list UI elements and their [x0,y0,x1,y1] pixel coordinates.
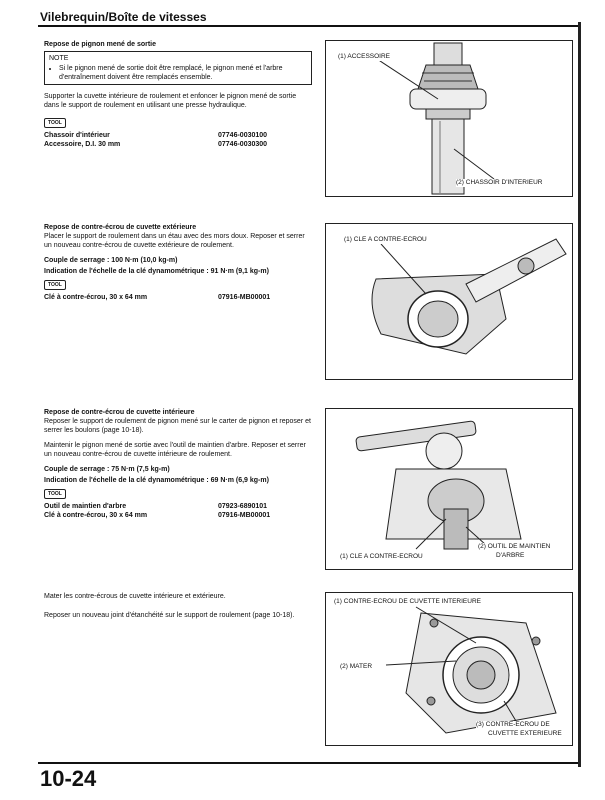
tool-row [44,293,312,302]
torque-indication: Indication de l'échelle de la clé dynamométrique : 69 N·m (6,9 kg-m) [44,477,269,484]
tool-part-number: 07923-6890101 [218,503,268,510]
section-body: Supporter la cuvette intérieure de roulement et enfoncer le pignon mené de sortie dans le support de roulement en utilisant une presse hydraulique. [44,93,297,109]
tool-badge: TOOL [44,118,66,128]
tool-part-number: 07746-0030300 [218,141,268,148]
section-outer-locknut-install [44,223,312,302]
page-number: 10-24 [40,766,97,791]
figure-callout: (3) CONTRE-ECROU DE [476,721,550,728]
tool-row [44,140,312,149]
tool-part-number: 07746-0030100 [218,132,268,139]
figure-callout: D'ARBRE [496,552,525,559]
figure-callout: (2) MATER [340,663,373,670]
tool-name: Accessoire, D.I. 30 mm [44,141,121,148]
figure-stake-locknuts [325,592,573,746]
tool-name: Chassoir d'intérieur [44,132,110,139]
tool-row [44,502,312,511]
section-output-gear-install [44,40,312,149]
right-margin-bar [578,22,581,767]
press-illustration [326,41,572,196]
figure-callout: (1) CLE A CONTRE-ECROU [344,236,427,243]
tool-row [44,511,312,520]
figure-callout: CUVETTE EXTERIEURE [488,730,562,737]
section-body-2: Reposer un nouveau joint d'étanchéité sur le support de roulement (page 10-18). [44,612,295,619]
figure-outer-locknut [325,223,573,380]
tool-part-number: 07916-MB00001 [218,294,271,301]
torque-spec: Couple de serrage : 100 N·m (10,0 kg-m) [44,257,178,264]
section-title: Repose de contre-écrou de cuvette extérieure [44,224,197,231]
page-header-title: Vilebrequin/Boîte de vitesses [40,10,207,24]
section-title: Repose de pignon mené de sortie [44,41,157,48]
tool-badge: TOOL [44,280,66,290]
figure-callout: (2) CHASSOIR D'INTERIEUR [456,179,543,186]
figure-press-driver [325,40,573,197]
section-inner-locknut-install [44,408,312,520]
section-body: Mater les contre-écrous de cuvette intérieure et extérieure. [44,593,226,600]
figure-callout: (1) CONTRE-ECROU DE CUVETTE INTERIEURE [334,598,481,605]
figure-inner-locknut [325,408,573,570]
tool-name: Clé à contre-écrou, 30 x 64 mm [44,294,148,301]
section-stake-locknuts [44,592,312,626]
figure-callout: (2) OUTIL DE MAINTIEN [478,543,551,550]
note-text: • Si le pignon mené de sortie doit être remplacé, le pignon mené et l'arbre d'entraînement doivent être remplacés ensemble. [59,64,307,82]
torque-spec: Couple de serrage : 75 N·m (7,5 kg-m) [44,466,170,473]
tool-name: Clé à contre-écrou, 30 x 64 mm [44,512,148,519]
tool-part-number: 07916-MB00001 [218,512,271,519]
header-rule [38,25,578,27]
note-heading: NOTE [49,55,69,62]
footer-rule [38,762,578,764]
tool-row [44,131,312,140]
section-body-2: Maintenir le pignon mené de sortie avec l'outil de maintien d'arbre. Reposer et serrer un nouveau contre-écrou de cuvette intérieure de roulement. [44,442,306,458]
tool-badge: TOOL [44,489,66,499]
section-body: Reposer le support de roulement de pignon mené sur le carter de pignon et reposer et serrer les boulons (page 10-18). [44,418,311,434]
note-box [44,51,312,85]
torque-indication: Indication de l'échelle de la clé dynamométrique : 91 N·m (9,1 kg-m) [44,268,269,275]
tool-name: Outil de maintien d'arbre [44,503,127,510]
figure-callout: (1) CLE A CONTRE-ECROU [340,553,423,560]
section-body: Placer le support de roulement dans un étau avec des mors doux. Reposer et serrer un nouveau contre-écrou de cuvette extérieure de roulement. [44,233,305,249]
section-title: Repose de contre-écrou de cuvette intérieure [44,409,195,416]
locknut-wrench-illustration [326,224,572,379]
figure-callout: (1) ACCESSOIRE [338,53,391,60]
